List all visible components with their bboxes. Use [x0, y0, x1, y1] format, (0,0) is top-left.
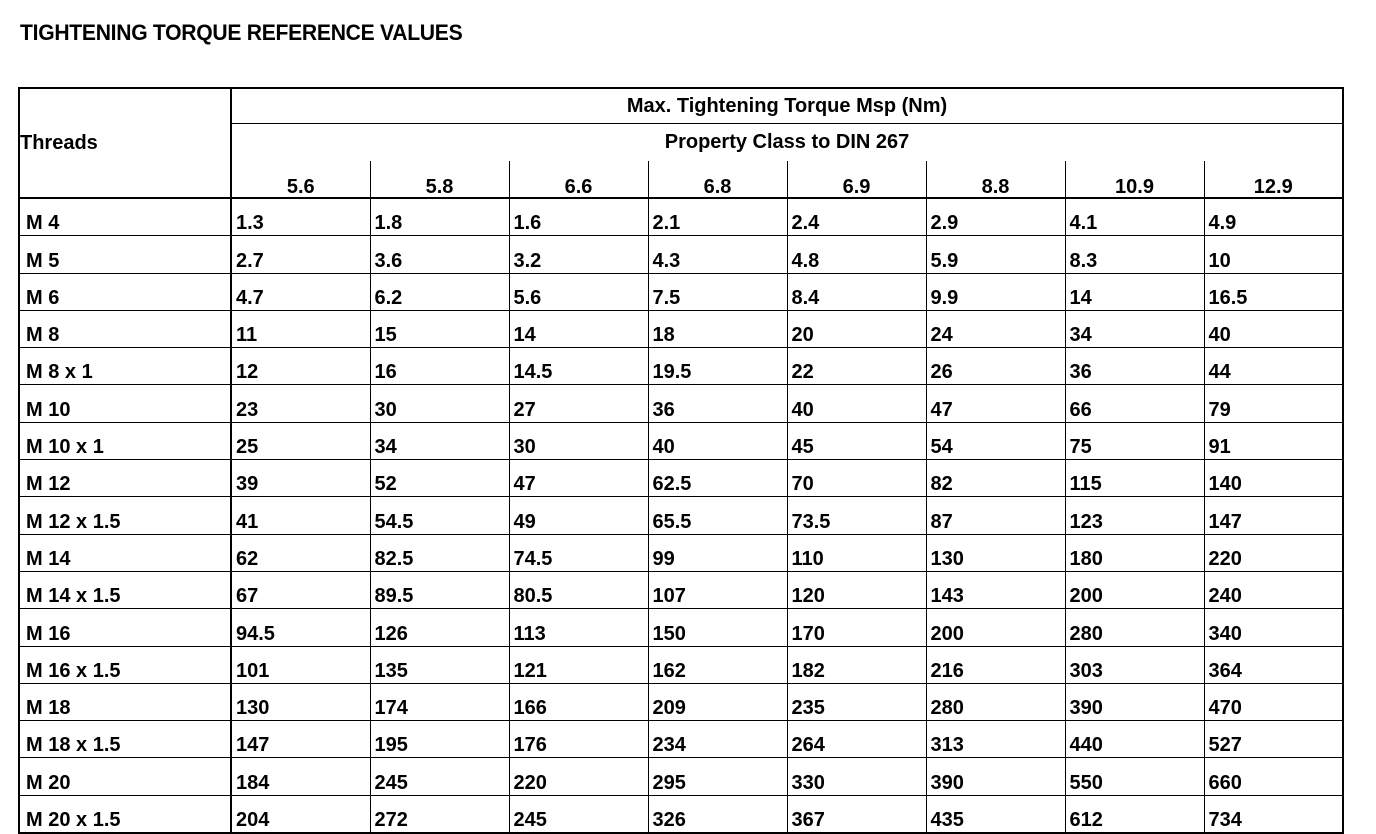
- thread-size-cell: M 12 x 1.5: [19, 497, 231, 534]
- torque-value-cell: 30: [509, 422, 648, 459]
- torque-value-cell: 18: [648, 310, 787, 347]
- torque-value-cell: 65.5: [648, 497, 787, 534]
- property-class-column-header: 5.8: [370, 161, 509, 198]
- torque-value-cell: 14: [1065, 273, 1204, 310]
- torque-value-cell: 147: [1204, 497, 1343, 534]
- torque-value-cell: 8.4: [787, 273, 926, 310]
- torque-value-cell: 440: [1065, 721, 1204, 758]
- torque-value-cell: 280: [926, 683, 1065, 720]
- thread-size-cell: M 14: [19, 534, 231, 571]
- torque-value-cell: 16: [370, 348, 509, 385]
- property-class-column-header: 6.6: [509, 161, 648, 198]
- table-row: [19, 609, 1343, 646]
- property-class-column-header: 5.6: [231, 161, 370, 198]
- torque-value-cell: 40: [648, 422, 787, 459]
- torque-value-cell: 91: [1204, 422, 1343, 459]
- torque-value-cell: 182: [787, 646, 926, 683]
- torque-value-cell: 295: [648, 758, 787, 795]
- table-row: [19, 795, 1343, 833]
- property-class-column-header: 12.9: [1204, 161, 1343, 198]
- thread-size-cell: M 8 x 1: [19, 348, 231, 385]
- thread-size-cell: M 12: [19, 460, 231, 497]
- torque-value-cell: 326: [648, 795, 787, 833]
- torque-value-cell: 245: [509, 795, 648, 833]
- torque-value-cell: 180: [1065, 534, 1204, 571]
- thread-size-cell: M 14 x 1.5: [19, 571, 231, 608]
- torque-value-cell: 147: [231, 721, 370, 758]
- table-row: [19, 348, 1343, 385]
- table-row: [19, 683, 1343, 720]
- torque-value-cell: 54: [926, 422, 1065, 459]
- torque-value-cell: 390: [1065, 683, 1204, 720]
- torque-value-cell: 26: [926, 348, 1065, 385]
- max-torque-header: Max. Tightening Torque Msp (Nm): [231, 88, 1343, 124]
- torque-value-cell: 550: [1065, 758, 1204, 795]
- torque-value-cell: 80.5: [509, 571, 648, 608]
- table-row: [19, 198, 1343, 236]
- torque-value-cell: 367: [787, 795, 926, 833]
- torque-value-cell: 107: [648, 571, 787, 608]
- torque-value-cell: 734: [1204, 795, 1343, 833]
- torque-value-cell: 47: [926, 385, 1065, 422]
- torque-value-cell: 216: [926, 646, 1065, 683]
- torque-value-cell: 527: [1204, 721, 1343, 758]
- torque-value-cell: 340: [1204, 609, 1343, 646]
- torque-value-cell: 435: [926, 795, 1065, 833]
- thread-size-cell: M 10 x 1: [19, 422, 231, 459]
- torque-value-cell: 235: [787, 683, 926, 720]
- thread-size-cell: M 18 x 1.5: [19, 721, 231, 758]
- torque-value-cell: 20: [787, 310, 926, 347]
- torque-value-cell: 94.5: [231, 609, 370, 646]
- torque-value-cell: 70: [787, 460, 926, 497]
- torque-value-cell: 240: [1204, 571, 1343, 608]
- torque-value-cell: 36: [1065, 348, 1204, 385]
- torque-value-cell: 200: [1065, 571, 1204, 608]
- torque-value-cell: 25: [231, 422, 370, 459]
- torque-value-cell: 82: [926, 460, 1065, 497]
- torque-value-cell: 390: [926, 758, 1065, 795]
- torque-value-cell: 162: [648, 646, 787, 683]
- table-row: [19, 310, 1343, 347]
- torque-value-cell: 41: [231, 497, 370, 534]
- property-class-column-header: 10.9: [1065, 161, 1204, 198]
- torque-table: [18, 87, 1344, 834]
- torque-table-container: [18, 87, 1344, 834]
- torque-value-cell: 1.6: [509, 198, 648, 236]
- torque-value-cell: 200: [926, 609, 1065, 646]
- torque-value-cell: 135: [370, 646, 509, 683]
- torque-value-cell: 16.5: [1204, 273, 1343, 310]
- torque-value-cell: 14.5: [509, 348, 648, 385]
- torque-value-cell: 27: [509, 385, 648, 422]
- torque-value-cell: 209: [648, 683, 787, 720]
- threads-column-header: Threads: [19, 88, 231, 198]
- torque-value-cell: 174: [370, 683, 509, 720]
- torque-value-cell: 23: [231, 385, 370, 422]
- torque-value-cell: 264: [787, 721, 926, 758]
- torque-value-cell: 67: [231, 571, 370, 608]
- torque-value-cell: 62: [231, 534, 370, 571]
- torque-value-cell: 5.6: [509, 273, 648, 310]
- torque-value-cell: 52: [370, 460, 509, 497]
- thread-size-cell: M 6: [19, 273, 231, 310]
- torque-value-cell: 7.5: [648, 273, 787, 310]
- torque-value-cell: 220: [509, 758, 648, 795]
- torque-value-cell: 470: [1204, 683, 1343, 720]
- torque-value-cell: 280: [1065, 609, 1204, 646]
- torque-value-cell: 1.3: [231, 198, 370, 236]
- torque-value-cell: 195: [370, 721, 509, 758]
- torque-value-cell: 62.5: [648, 460, 787, 497]
- torque-value-cell: 2.1: [648, 198, 787, 236]
- torque-value-cell: 2.9: [926, 198, 1065, 236]
- property-class-column-header: 6.8: [648, 161, 787, 198]
- thread-size-cell: M 16: [19, 609, 231, 646]
- thread-size-cell: M 4: [19, 198, 231, 236]
- torque-value-cell: 184: [231, 758, 370, 795]
- table-row: [19, 721, 1343, 758]
- torque-value-cell: 47: [509, 460, 648, 497]
- torque-value-cell: 44: [1204, 348, 1343, 385]
- torque-value-cell: 99: [648, 534, 787, 571]
- torque-value-cell: 126: [370, 609, 509, 646]
- torque-value-cell: 22: [787, 348, 926, 385]
- thread-size-cell: M 18: [19, 683, 231, 720]
- torque-value-cell: 45: [787, 422, 926, 459]
- torque-value-cell: 73.5: [787, 497, 926, 534]
- torque-value-cell: 39: [231, 460, 370, 497]
- torque-value-cell: 12: [231, 348, 370, 385]
- torque-value-cell: 4.8: [787, 236, 926, 273]
- table-body: [19, 198, 1343, 833]
- thread-size-cell: M 20: [19, 758, 231, 795]
- property-class-column-header: 8.8: [926, 161, 1065, 198]
- torque-value-cell: 176: [509, 721, 648, 758]
- table-row: [19, 571, 1343, 608]
- torque-value-cell: 3.6: [370, 236, 509, 273]
- torque-value-cell: 19.5: [648, 348, 787, 385]
- torque-value-cell: 234: [648, 721, 787, 758]
- thread-size-cell: M 5: [19, 236, 231, 273]
- torque-value-cell: 82.5: [370, 534, 509, 571]
- torque-value-cell: 75: [1065, 422, 1204, 459]
- table-row: [19, 422, 1343, 459]
- torque-value-cell: 121: [509, 646, 648, 683]
- thread-size-cell: M 20 x 1.5: [19, 795, 231, 833]
- torque-value-cell: 4.7: [231, 273, 370, 310]
- table-row: [19, 273, 1343, 310]
- torque-value-cell: 24: [926, 310, 1065, 347]
- torque-value-cell: 140: [1204, 460, 1343, 497]
- torque-value-cell: 11: [231, 310, 370, 347]
- torque-value-cell: 1.8: [370, 198, 509, 236]
- table-row: [19, 758, 1343, 795]
- torque-value-cell: 4.3: [648, 236, 787, 273]
- table-row: [19, 460, 1343, 497]
- torque-value-cell: 40: [787, 385, 926, 422]
- torque-value-cell: 101: [231, 646, 370, 683]
- torque-value-cell: 9.9: [926, 273, 1065, 310]
- torque-value-cell: 110: [787, 534, 926, 571]
- torque-value-cell: 115: [1065, 460, 1204, 497]
- torque-value-cell: 143: [926, 571, 1065, 608]
- torque-value-cell: 54.5: [370, 497, 509, 534]
- torque-value-cell: 30: [370, 385, 509, 422]
- torque-value-cell: 113: [509, 609, 648, 646]
- torque-value-cell: 204: [231, 795, 370, 833]
- table-header: [19, 88, 1343, 198]
- torque-value-cell: 15: [370, 310, 509, 347]
- torque-value-cell: 130: [231, 683, 370, 720]
- torque-value-cell: 660: [1204, 758, 1343, 795]
- torque-value-cell: 10: [1204, 236, 1343, 273]
- torque-value-cell: 170: [787, 609, 926, 646]
- torque-value-cell: 612: [1065, 795, 1204, 833]
- torque-value-cell: 34: [370, 422, 509, 459]
- table-row: [19, 385, 1343, 422]
- table-row: [19, 497, 1343, 534]
- torque-value-cell: 66: [1065, 385, 1204, 422]
- property-class-column-header: 6.9: [787, 161, 926, 198]
- torque-value-cell: 4.1: [1065, 198, 1204, 236]
- property-class-header: Property Class to DIN 267: [664, 131, 910, 154]
- thread-size-cell: M 8: [19, 310, 231, 347]
- torque-value-cell: 74.5: [509, 534, 648, 571]
- torque-value-cell: 272: [370, 795, 509, 833]
- page-title: TIGHTENING TORQUE REFERENCE VALUES: [20, 20, 463, 45]
- torque-value-cell: 87: [926, 497, 1065, 534]
- torque-value-cell: 8.3: [1065, 236, 1204, 273]
- header-row-max-torque: [19, 88, 1343, 124]
- torque-value-cell: 14: [509, 310, 648, 347]
- torque-value-cell: 34: [1065, 310, 1204, 347]
- torque-value-cell: 36: [648, 385, 787, 422]
- torque-value-cell: 313: [926, 721, 1065, 758]
- torque-value-cell: 245: [370, 758, 509, 795]
- torque-value-cell: 5.9: [926, 236, 1065, 273]
- torque-value-cell: 49: [509, 497, 648, 534]
- torque-value-cell: 130: [926, 534, 1065, 571]
- thread-size-cell: M 16 x 1.5: [19, 646, 231, 683]
- torque-value-cell: 2.4: [787, 198, 926, 236]
- torque-value-cell: 2.7: [231, 236, 370, 273]
- table-row: [19, 236, 1343, 273]
- torque-value-cell: 3.2: [509, 236, 648, 273]
- torque-value-cell: 150: [648, 609, 787, 646]
- torque-value-cell: 166: [509, 683, 648, 720]
- table-row: [19, 534, 1343, 571]
- torque-value-cell: 303: [1065, 646, 1204, 683]
- torque-value-cell: 364: [1204, 646, 1343, 683]
- torque-value-cell: 89.5: [370, 571, 509, 608]
- torque-value-cell: 120: [787, 571, 926, 608]
- torque-value-cell: 4.9: [1204, 198, 1343, 236]
- torque-value-cell: 79: [1204, 385, 1343, 422]
- torque-value-cell: 40: [1204, 310, 1343, 347]
- thread-size-cell: M 10: [19, 385, 231, 422]
- torque-value-cell: 330: [787, 758, 926, 795]
- torque-value-cell: 6.2: [370, 273, 509, 310]
- torque-value-cell: 123: [1065, 497, 1204, 534]
- torque-value-cell: 220: [1204, 534, 1343, 571]
- table-row: [19, 646, 1343, 683]
